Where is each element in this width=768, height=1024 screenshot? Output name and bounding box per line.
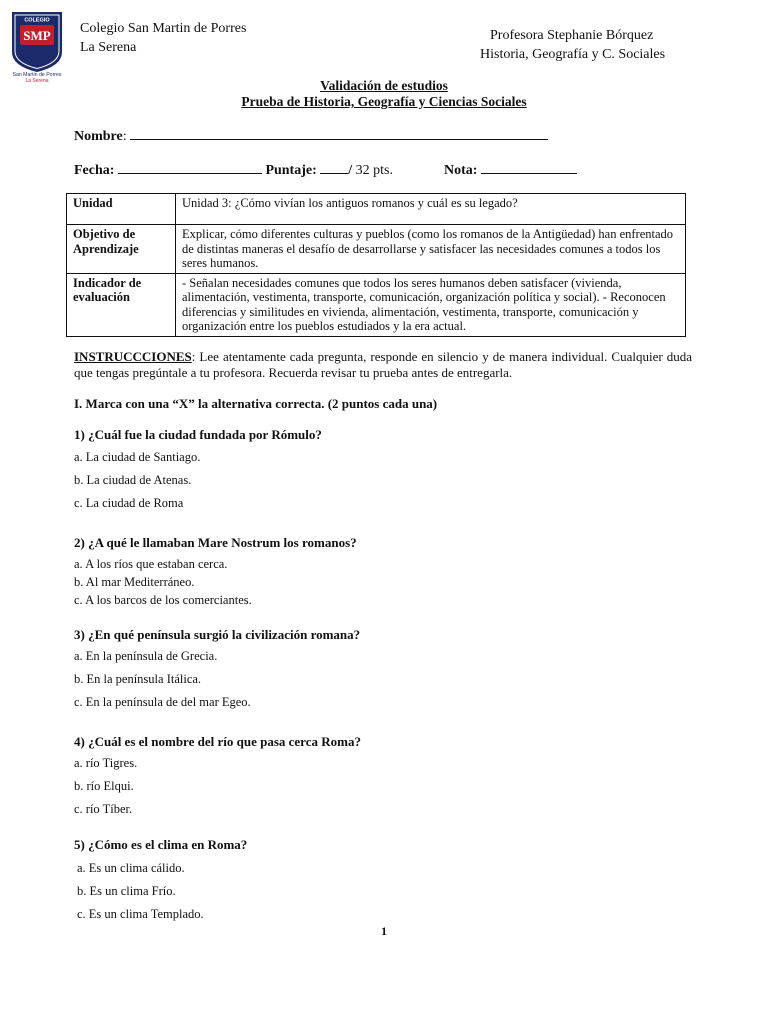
puntaje-blank-line[interactable] — [320, 160, 348, 174]
option-5b[interactable]: b. Es un clima Frío. — [77, 884, 176, 898]
unit-info-table — [66, 193, 686, 337]
puntaje-label: Puntaje: — [265, 163, 317, 178]
school-logo — [6, 8, 68, 82]
option-1b[interactable]: b. La ciudad de Atenas. — [74, 473, 192, 487]
subject-name: Historia, Geografía y C. Sociales — [480, 47, 666, 62]
puntaje-total: 32 pts. — [355, 163, 393, 178]
school-city: La Serena — [80, 40, 137, 55]
logo-name-text: San Martin de Porres — [12, 72, 62, 78]
instructions-label: INSTRUCCCIONES — [74, 349, 192, 364]
option-2a[interactable]: a. A los ríos que estaban cerca. — [74, 557, 228, 571]
table-row — [67, 194, 686, 225]
option-2b[interactable]: b. Al mar Mediterráneo. — [74, 575, 195, 589]
option-4c[interactable]: c. río Tíber. — [74, 802, 133, 816]
option-3c[interactable]: c. En la península de del mar Egeo. — [74, 695, 251, 709]
score-row — [74, 160, 577, 179]
instructions — [74, 349, 692, 381]
document-title — [0, 78, 768, 110]
teacher-name: Profesora Stephanie Bórquez — [490, 28, 654, 43]
nombre-blank-line[interactable] — [130, 126, 548, 140]
question-3: 3) ¿En qué península surgió la civilización romana? — [74, 627, 361, 642]
nota-label: Nota: — [444, 163, 478, 178]
table-value: - Señalan necesidades comunes que todos los seres humanos deben satisfacer (vivienda, alimentación, vestimenta, transporte, comunicación, organización política y social). - Reconocen diferencias y similitudes en vivienda, alimentación, vestimenta, transporte, comunicación y organización entre los pueblos estudiados y la era actual. — [176, 273, 686, 336]
instructions-text: : Lee atentamente cada pregunta, responde en silencio y de manera individual. Cualquier duda que tengas pregúntale a tu profesora. Recuerda revisar tu prueba antes de entregarla. — [74, 349, 692, 380]
option-5a[interactable]: a. Es un clima cálido. — [77, 861, 185, 875]
logo-city-text: La Serena — [25, 78, 49, 82]
title-line-2: Prueba de Historia, Geografía y Ciencias Sociales — [241, 94, 527, 109]
school-info — [80, 19, 246, 57]
option-2c[interactable]: c. A los barcos de los comerciantes. — [74, 593, 252, 607]
nombre-field[interactable] — [74, 126, 548, 145]
question-1: 1) ¿Cuál fue la ciudad fundada por Rómulo? — [74, 427, 322, 442]
table-value: Explicar, cómo diferentes culturas y pueblos (como los romanos de la Antigüedad) han enfrentado de distintas maneras el desafío de desarrollarse y satisfacer las necesidades comunes a todos los seres humanos. — [176, 225, 686, 274]
school-name: Colegio San Martin de Porres — [80, 21, 247, 36]
table-key: Unidad — [67, 194, 176, 225]
nombre-label: Nombre — [74, 129, 123, 144]
section-title: I. Marca con una “X” la alternativa correcta. (2 puntos cada una) — [74, 396, 438, 411]
fecha-label: Fecha: — [74, 163, 115, 178]
question-2: 2) ¿A qué le llamaban Mare Nostrum los romanos? — [74, 535, 357, 550]
option-4b[interactable]: b. río Elqui. — [74, 779, 134, 793]
table-row — [67, 273, 686, 336]
option-1a[interactable]: a. La ciudad de Santiago. — [74, 450, 201, 464]
option-5c[interactable]: c. Es un clima Templado. — [77, 907, 204, 921]
logo-top-text: COLEGIO — [24, 17, 50, 24]
page-number: 1 — [381, 924, 387, 938]
table-row — [67, 225, 686, 274]
puntaje-separator: / — [348, 163, 353, 178]
option-1c[interactable]: c. La ciudad de Roma — [74, 496, 184, 510]
option-3a[interactable]: a. En la península de Grecia. — [74, 649, 218, 663]
nombre-colon: : — [122, 129, 127, 144]
table-value: Unidad 3: ¿Cómo vivían los antiguos romanos y cuál es su legado? — [176, 194, 686, 225]
table-key: Objetivo de Aprendizaje — [67, 225, 176, 274]
nota-blank-line[interactable] — [481, 160, 577, 174]
title-line-1: Validación de estudios — [320, 78, 448, 93]
question-5: 5) ¿Cómo es el clima en Roma? — [74, 837, 248, 852]
option-4a[interactable]: a. río Tigres. — [74, 756, 138, 770]
fecha-blank-line[interactable] — [118, 160, 262, 174]
teacher-info — [480, 26, 665, 64]
option-3b[interactable]: b. En la península Itálica. — [74, 672, 202, 686]
logo-monogram: SMP — [23, 28, 51, 43]
question-4: 4) ¿Cuál es el nombre del río que pasa cerca Roma? — [74, 734, 361, 749]
table-key: Indicador de evaluación — [67, 273, 176, 336]
